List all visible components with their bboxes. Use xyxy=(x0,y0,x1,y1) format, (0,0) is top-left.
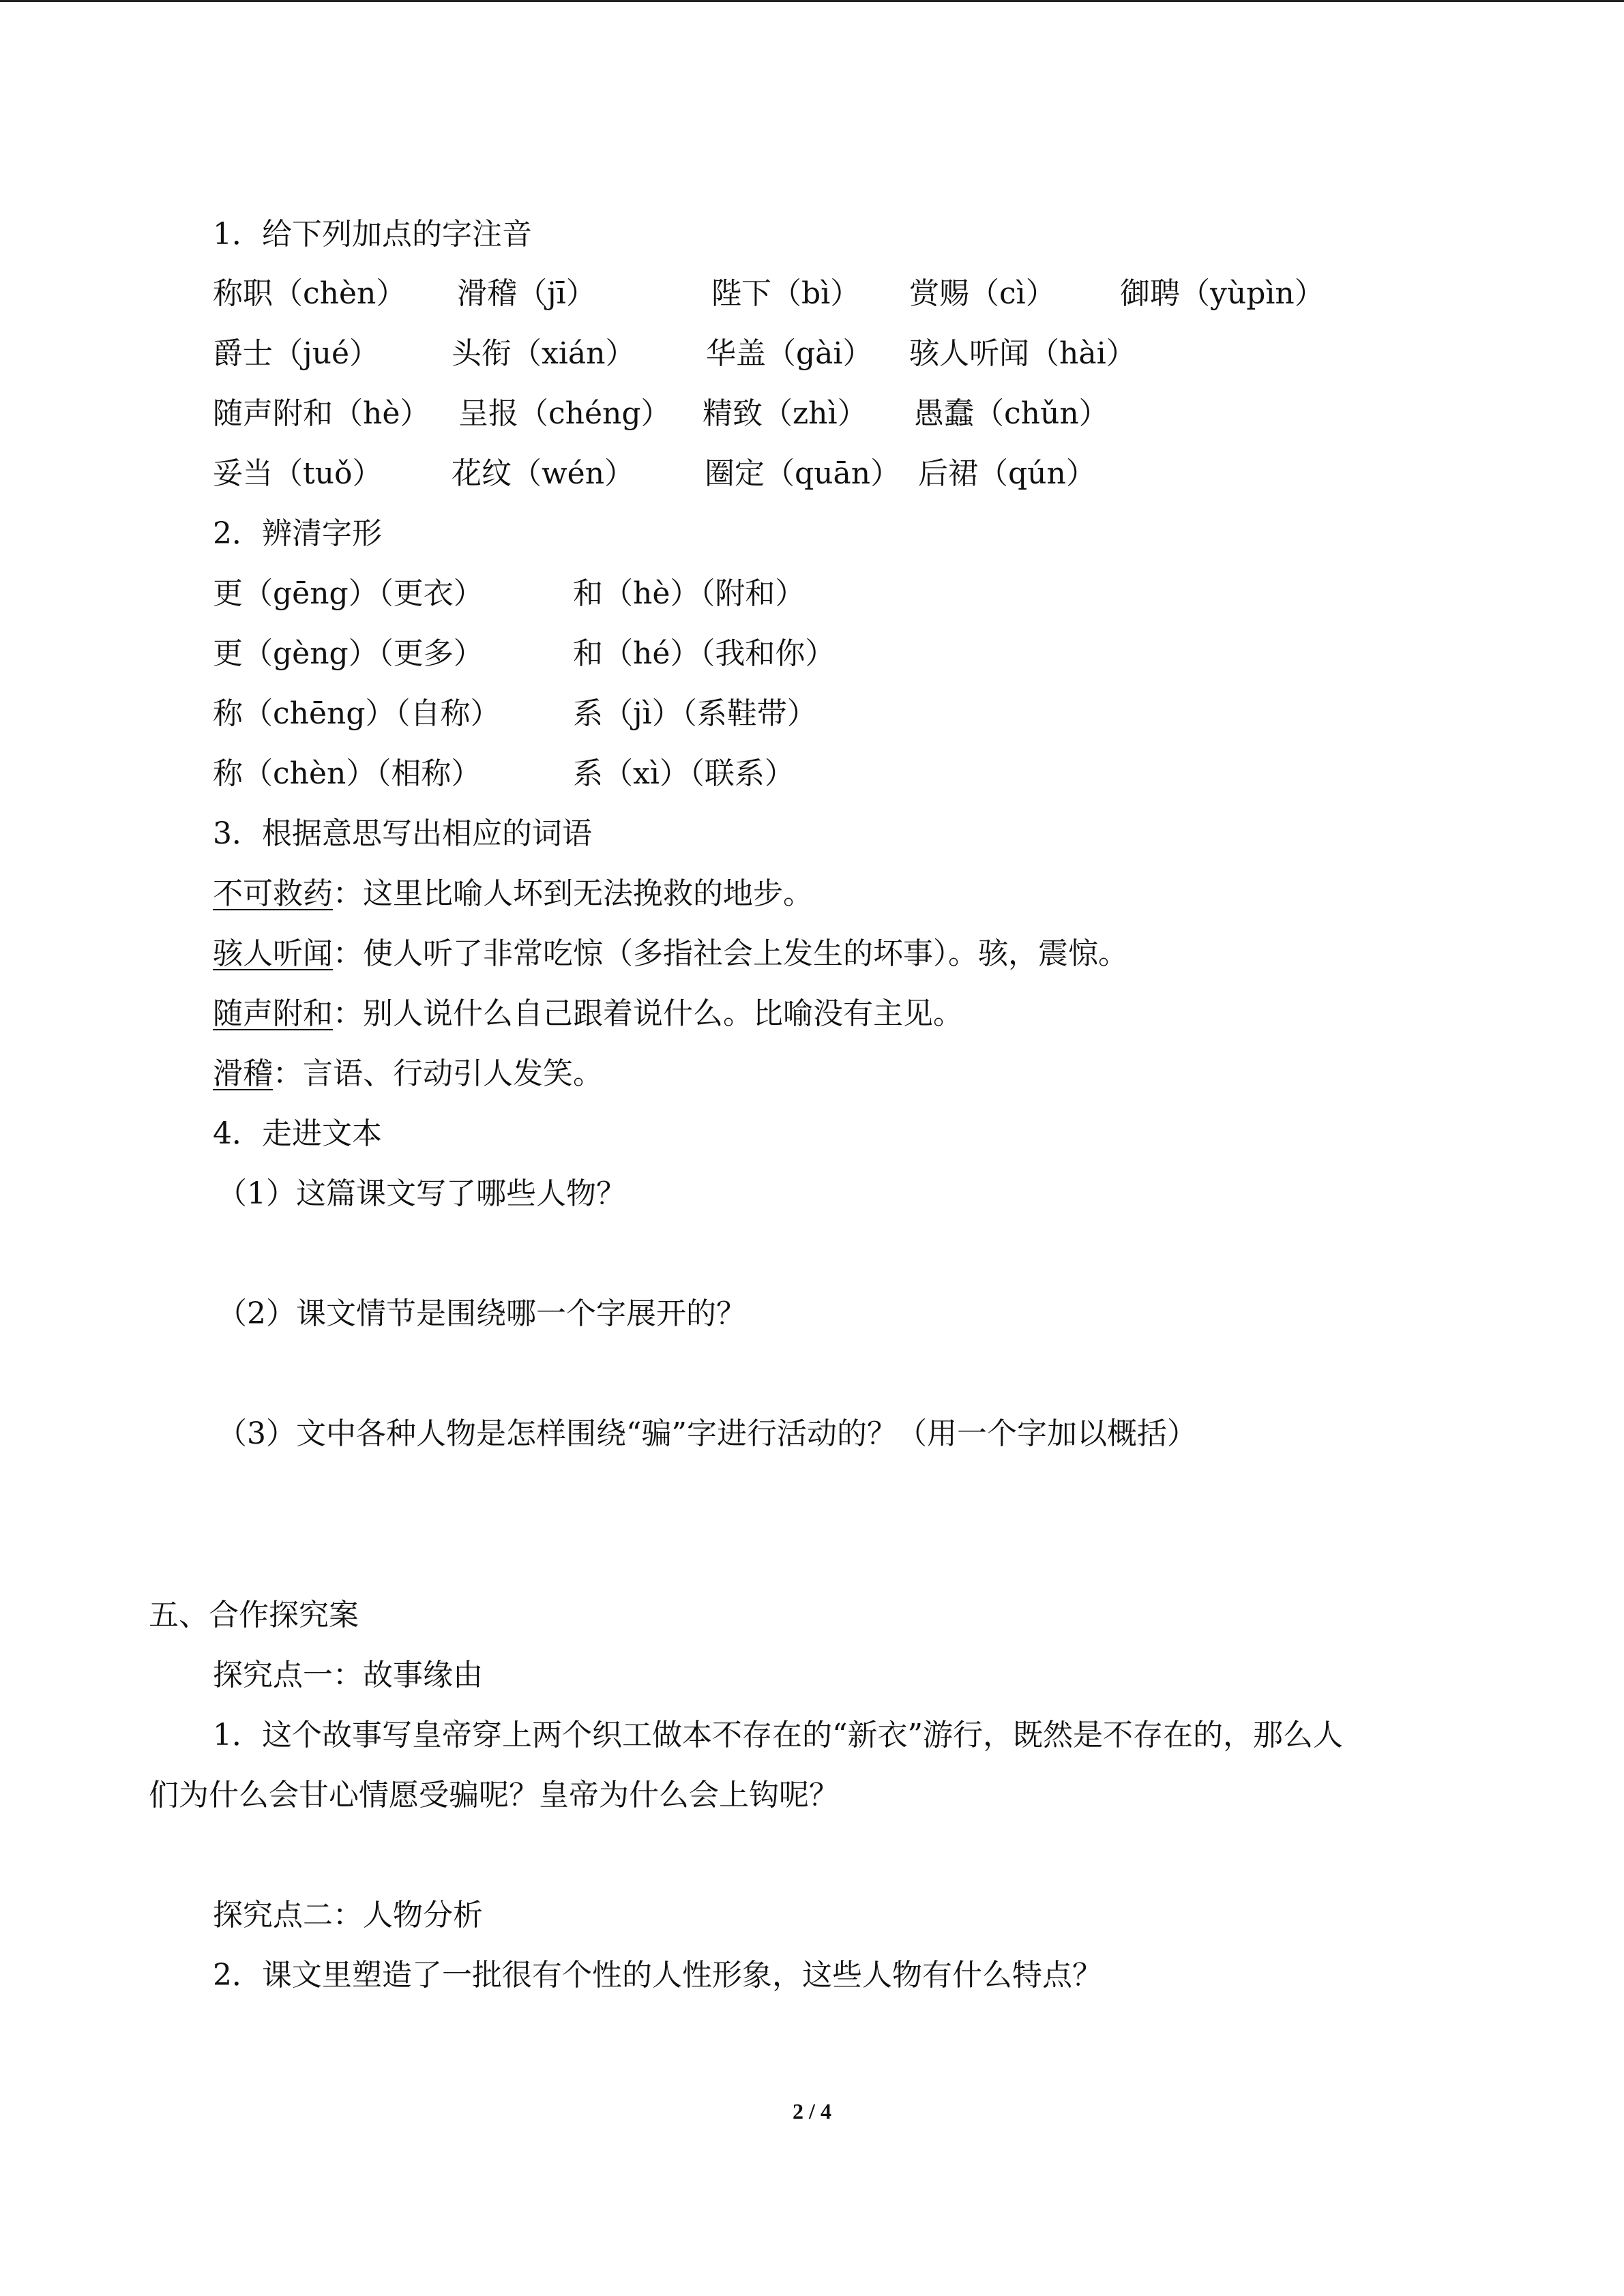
q1-item: 滑稽（jī） xyxy=(457,276,596,311)
q3-definition: ：言语、行动引人发笑。 xyxy=(273,1056,603,1091)
q3-definition: ：别人说什么自己跟着说什么。比喻没有主见。 xyxy=(333,996,963,1031)
section5-q1-line2: 们为什么会甘心情愿受骗呢？皇帝为什么会上钩呢？ xyxy=(149,1778,839,1813)
q2-item: 系（jì）（系鞋带） xyxy=(573,696,817,731)
q1-item: 精致（zhì） xyxy=(703,396,868,431)
q3-item-1 xyxy=(213,875,813,913)
q4-question-2: （2）课文情节是围绕哪一个字展开的？ xyxy=(217,1296,746,1331)
q2-item: 更（gèng）（更多） xyxy=(213,636,484,671)
section5-q2: 2．课文里塑造了一批很有个性的人性形象，这些人物有什么特点？ xyxy=(213,1958,1102,1993)
q4-question-1: （1）这篇课文写了哪些人物？ xyxy=(217,1176,626,1211)
q1-item: 爵士（jué） xyxy=(213,336,380,371)
q1-item: 头衔（xián） xyxy=(452,336,636,371)
q2-title: 2．辨清字形 xyxy=(213,516,382,551)
page-number: 2 / 4 xyxy=(793,2099,831,2123)
q1-item: 陛下（bì） xyxy=(711,276,861,311)
q3-title: 3．根据意思写出相应的词语 xyxy=(213,816,592,851)
q3-definition: ：使人听了非常吃惊（多指社会上发生的坏事）。骇，震惊。 xyxy=(333,936,1128,971)
q1-item: 圈定（quān） xyxy=(705,456,901,491)
q1-item: 骇人听闻（hài） xyxy=(909,336,1136,371)
q4-title: 4．走进文本 xyxy=(213,1116,382,1151)
q1-item: 妥当（tuǒ） xyxy=(213,456,383,491)
q2-item: 和（hé）（我和你） xyxy=(573,636,836,671)
q3-item-4 xyxy=(213,1055,603,1093)
section5-q1-line1: 1．这个故事写皇帝穿上两个织工做本不存在的“新衣”游行，既然是不存在的，那么人 xyxy=(213,1718,1343,1753)
q1-item: 花纹（wén） xyxy=(452,456,635,491)
q1-item: 呈报（chéng） xyxy=(458,396,671,431)
q3-term: 随声附和 xyxy=(213,996,333,1031)
q1-item: 华盖（gài） xyxy=(706,336,873,371)
section5-title: 五、合作探究案 xyxy=(149,1598,359,1632)
q1-item: 赏赐（cì） xyxy=(909,276,1056,311)
q3-term: 骇人听闻 xyxy=(213,936,333,971)
q4-question-3: （3）文中各种人物是怎样围绕“骗”字进行活动的？（用一个字加以概括） xyxy=(217,1416,1197,1451)
q1-item: 愚蠢（chǔn） xyxy=(914,396,1109,431)
q1-item: 后裙（qún） xyxy=(918,456,1096,491)
page-top-border xyxy=(0,0,1624,2)
q2-item: 称（chēng）（自称） xyxy=(213,696,501,731)
q1-item: 御聘（yùpìn） xyxy=(1120,276,1325,311)
q3-term: 滑稽 xyxy=(213,1056,273,1091)
q3-item-3 xyxy=(213,995,963,1033)
q2-item: 更（gēng）（更衣） xyxy=(213,576,484,611)
q1-item: 称职（chèn） xyxy=(213,276,407,311)
q1-title: 1．给下列加点的字注音 xyxy=(213,217,532,252)
q3-item-2 xyxy=(213,935,1128,973)
section5-point2: 探究点二：人物分析 xyxy=(213,1898,483,1933)
q2-item: 称（chèn）（相称） xyxy=(213,756,482,791)
q2-item: 系（xì）（联系） xyxy=(573,756,795,791)
q3-term: 不可救药 xyxy=(213,876,333,911)
section5-point1: 探究点一：故事缘由 xyxy=(213,1658,483,1693)
q1-item: 随声附和（hè） xyxy=(213,396,430,431)
q3-definition: ：这里比喻人坏到无法挽救的地步。 xyxy=(333,876,813,911)
q2-item: 和（hè）（附和） xyxy=(573,576,806,611)
